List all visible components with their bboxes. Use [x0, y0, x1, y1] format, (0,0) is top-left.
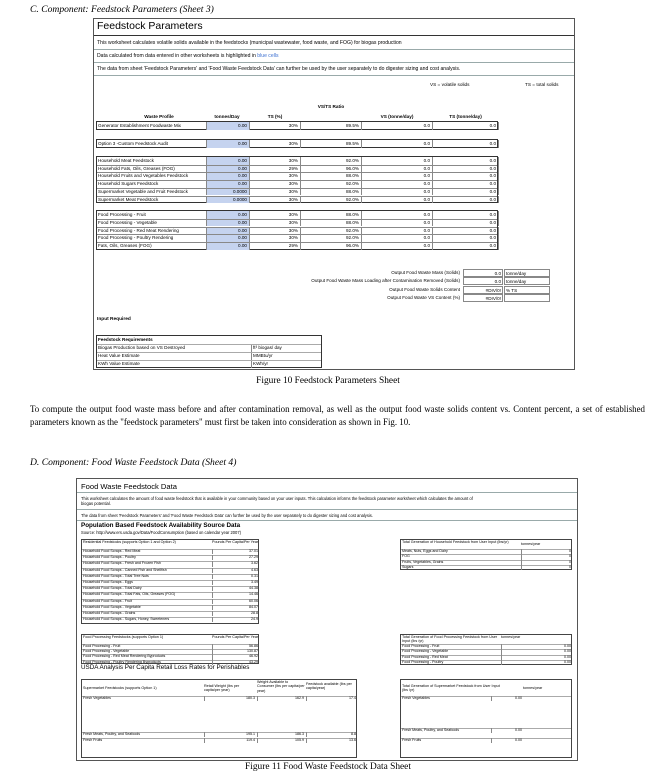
row-value: 60.06	[212, 599, 259, 604]
vs-ts-ratio-cell: 92.0%	[302, 180, 362, 188]
figure-11-caption: Figure 11 Food Waste Feedstock Data Sheet	[245, 762, 411, 772]
output-value: #DIV/0!	[463, 286, 503, 294]
row-label: Fresh Meats, Poultry, and Seafoods	[83, 732, 141, 736]
ts-pct-cell: 30%	[251, 140, 301, 148]
ts-tonne-day-cell: 0.0	[434, 140, 499, 148]
section-c-heading: C. Component: Feedstock Parameters (Sheet 3)	[30, 4, 214, 15]
ts-pct-cell: 30%	[251, 180, 301, 188]
row-label: Fresh Vegetables	[402, 696, 430, 700]
row-divider	[97, 234, 497, 235]
table-row	[97, 188, 497, 196]
row-value: 44.38	[212, 586, 259, 591]
requirement-label: Biogas Production based on VS Destroyed	[98, 345, 186, 350]
waste-profile-cell: Food Processing - Vegetable	[98, 219, 157, 225]
foodwaste-mix-group	[96, 121, 498, 130]
row-label: Food Processing - Poultry Rendering Byproducts	[83, 659, 161, 664]
waste-profile-cell: Food Processing - Fruit	[98, 212, 146, 217]
table-row	[82, 568, 258, 573]
ts-pct-cell: 30%	[251, 211, 301, 219]
row-divider	[97, 196, 497, 197]
row-label: Meats, Nuts, Eggs and Dairy	[402, 549, 448, 553]
blue-cells-text: blue cells	[257, 53, 279, 59]
table-header-label: Total Generation of Household Feedstock from User Input (lbs/yr)	[402, 540, 509, 544]
table-row	[97, 242, 497, 250]
sheet3-desc-3: The data from sheet 'Feedstock Parameters' and 'Food Waste Feedstock Data' can further be used by the user separately to do digester sizing and cost analysis.	[97, 66, 461, 72]
household-supermarket-group	[96, 156, 498, 203]
waste-profile-cell: Household Sugars Feedstock	[98, 181, 159, 187]
vs-ts-ratio-cell: 96.0%	[302, 242, 362, 250]
table-row	[401, 728, 571, 733]
tonnes-day-cell: 0.0000	[206, 196, 250, 204]
ts-pct-cell: 30%	[251, 196, 301, 204]
requirement-label: Heat Value Estimate	[98, 353, 140, 358]
vs-abbreviation: VS = volatile solids	[430, 82, 470, 87]
ts-pct-cell: 29%	[251, 165, 301, 173]
row-label: Fresh Fruits	[83, 738, 103, 742]
supermarket-feedstocks-table	[81, 679, 357, 758]
retail-weight-value: 119.4	[204, 738, 256, 743]
row-value: 0.00	[491, 728, 523, 733]
row-divider	[97, 227, 497, 228]
vs-tonne-day-cell: 0.0	[363, 188, 433, 196]
desc-divider	[94, 75, 574, 76]
waste-profile-cell: Food Processing - Poultry Rendering	[98, 235, 174, 241]
row-value: 0	[521, 565, 572, 570]
table-row	[401, 660, 571, 665]
ts-pct-cell: 30%	[251, 122, 301, 130]
input-required-label: Input Required	[97, 317, 131, 322]
desc-divider	[77, 520, 577, 521]
waste-profile-cell: Option 3 -Custom Feedstock Audit	[98, 141, 168, 146]
vs-ts-ratio-cell: 92.0%	[302, 227, 362, 235]
requirement-row	[97, 352, 321, 360]
row-value: 0.00	[501, 644, 572, 649]
desc-divider	[77, 509, 577, 510]
ts-tonne-day-cell: 0.0	[434, 219, 499, 227]
row-value: 0	[521, 560, 572, 565]
table-header-label: Residential Feedstocks (supports Option 1 and Option 2)	[83, 540, 176, 544]
tonnes-day-cell: 0.00	[206, 165, 250, 173]
row-value: 14.46	[212, 592, 259, 597]
tonnes-day-cell: 0.00	[206, 172, 250, 180]
row-divider	[97, 352, 321, 353]
waste-profile-cell: Fats, Oils, Greases (FOG)	[98, 243, 152, 249]
sheet3-title: Feedstock Parameters	[97, 20, 203, 32]
title-divider	[77, 492, 577, 493]
desc-divider	[94, 62, 574, 63]
waste-profile-cell: Supermarket Vegetable and Fruit Feedstock	[98, 188, 188, 194]
table-row	[401, 649, 571, 654]
row-label: Food Processing - Vegetable	[83, 649, 130, 654]
output-label: Output Food Waste Mass (Solids)	[391, 270, 460, 275]
tonnes-day-cell: 0.00	[206, 227, 250, 235]
vs-tonne-day-cell: 0.0	[363, 242, 433, 250]
vs-ts-ratio-cell: 89.5%	[302, 122, 362, 130]
output-summary	[266, 269, 551, 309]
sheet3-desc-1: This worksheet calculates volatile solids available in the feedstocks (municipal wastewater, food waste, and FOG) for biogas production	[97, 40, 402, 46]
row-value: 0	[521, 554, 572, 559]
tonnes-day-cell: 0.00	[206, 234, 250, 242]
row-label: Household Food Scraps - Sugars, Honey, Sweeteners	[83, 617, 170, 622]
table-row	[97, 211, 497, 219]
requirement-unit: MMBtu/yr	[251, 352, 323, 360]
desc-divider	[94, 49, 574, 50]
food-waste-feedstock-sheet	[76, 478, 578, 761]
row-label: Household Food Scraps - Fresh and Frozen Fish	[83, 561, 161, 566]
row-divider	[97, 165, 497, 166]
table-row	[97, 227, 497, 235]
table-row	[82, 555, 258, 560]
output-value: #DIV/0!	[463, 294, 503, 302]
header-waste-profile: Waste Profile	[144, 114, 174, 119]
header-vs-ts-ratio: VS/TS Ratio	[317, 104, 345, 109]
table-row	[82, 574, 258, 579]
vs-tonne-day-cell: 0.0	[363, 196, 433, 204]
consumer-weight-value: 162.9	[257, 696, 305, 701]
household-total-table	[400, 539, 572, 570]
sheet3-desc-2	[97, 53, 279, 59]
table-row	[97, 140, 497, 148]
figure-10-caption: Figure 10 Feedstock Parameters Sheet	[256, 376, 400, 386]
requirement-unit: KWh/yr	[251, 360, 323, 368]
ts-pct-cell: 30%	[251, 227, 301, 235]
waste-profile-cell: Household Meat Feedstock	[98, 158, 154, 163]
row-label: Household Food Scraps - Red Meat	[83, 549, 141, 553]
table-row	[97, 196, 497, 204]
table-header-label: Food Processing Feedstocks (supports Option 1)	[83, 635, 164, 639]
row-label: Household Food Scraps - Eggs	[83, 580, 133, 584]
ts-tonne-day-cell: 0.0	[434, 180, 499, 188]
table-row	[82, 738, 356, 743]
feedstock-available-value: 13.6	[306, 738, 357, 743]
row-label: Food Processing - Fruit	[402, 644, 440, 648]
row-value: 0	[521, 549, 572, 554]
row-divider	[97, 344, 321, 345]
vs-tonne-day-cell: 0.0	[363, 165, 433, 173]
tonnes-day-cell: 0.00	[206, 157, 250, 165]
table-row	[97, 122, 497, 130]
row-value: 0.00	[491, 696, 523, 701]
output-unit	[504, 294, 550, 302]
row-value: 3.49	[212, 580, 259, 585]
vs-tonne-day-cell: 0.0	[363, 211, 433, 219]
output-unit: tonne/day	[504, 277, 550, 285]
row-value: 0.31	[212, 574, 259, 579]
food-processing-group	[96, 210, 498, 250]
table-row	[97, 180, 497, 188]
table-row	[82, 617, 258, 622]
consumer-weight-value: 105.9	[257, 738, 305, 743]
row-label: Household Food Scraps - Poultry	[83, 555, 136, 560]
row-value: 3.62	[212, 561, 259, 566]
vs-ts-ratio-cell: 88.0%	[302, 211, 362, 219]
output-label: Output Food Waste Solids Content	[389, 286, 460, 292]
supermarket-total-table	[400, 679, 572, 758]
consumer-weight-value: 186.3	[257, 732, 305, 737]
usda-heading: USDA Analysis Per Capita Retail Loss Rates for Perishables	[81, 664, 250, 671]
output-label: Output Food Waste Mass Loading after Contamination Removed (Solids)	[311, 278, 460, 284]
table-row	[82, 696, 356, 701]
ts-tonne-day-cell: 0.0	[434, 157, 499, 165]
row-label: Household Food Scraps - Grains	[83, 611, 136, 615]
row-value: 37.01	[212, 549, 259, 554]
tonnes-day-cell: 0.00	[206, 140, 250, 148]
row-value: 0.00	[501, 655, 572, 660]
tonnes-day-cell: 0.00	[206, 242, 250, 250]
residential-feedstocks-table	[81, 539, 259, 624]
row-label: Household Food Scraps - Vegetable	[83, 604, 141, 609]
row-label: Household Food Scraps - Total Fats, Oils, Greases (FOG)	[83, 592, 176, 597]
retail-weight-value: 195.1	[204, 732, 256, 737]
table-row	[82, 580, 258, 585]
sheet4-desc-1b: biogas potential.	[81, 501, 111, 506]
table-header: Feedstock available (lbs per capita/year)	[306, 682, 352, 691]
ts-tonne-day-cell: 0.0	[434, 227, 499, 235]
ts-tonne-day-cell: 0.0	[434, 172, 499, 180]
table-row	[82, 611, 258, 616]
table-header-value: tonnes/year	[521, 542, 541, 546]
title-divider	[94, 35, 574, 36]
output-row	[266, 294, 551, 302]
table-row	[401, 565, 571, 570]
sheet4-title: Food Waste Feedstock Data	[81, 482, 177, 491]
table-row	[97, 234, 497, 242]
row-value: 27.29	[212, 555, 259, 560]
ts-tonne-day-cell: 0.0	[434, 165, 499, 173]
row-value: 0.00	[501, 660, 572, 665]
row-value: 0.00	[491, 738, 523, 743]
requirement-unit: ft³ biogas/ day	[251, 344, 323, 352]
waste-profile-cell: Food Processing - Red Meat Rendering	[98, 227, 179, 233]
ts-abbreviation: TS = total solids	[525, 82, 559, 87]
vs-ts-ratio-cell: 89.5%	[302, 140, 362, 148]
vs-ts-ratio-cell: 88.0%	[302, 172, 362, 180]
table-row	[97, 157, 497, 165]
row-divider	[97, 219, 497, 220]
row-value: 56.86	[212, 644, 259, 649]
vs-tonne-day-cell: 0.0	[363, 140, 433, 148]
row-value: 84.07	[212, 605, 259, 610]
row-label: Food Processing - Fruit	[83, 644, 121, 648]
vs-ts-ratio-cell: 88.0%	[302, 219, 362, 227]
header-ts-tonne-day: TS (tonne/day)	[449, 114, 482, 119]
requirement-label: KWh Value Estimate	[98, 361, 140, 366]
ts-pct-cell: 30%	[251, 157, 301, 165]
vs-ts-ratio-cell: 92.0%	[302, 157, 362, 165]
output-value: 0.0	[463, 277, 503, 285]
row-label: Fresh Meats, Poultry, and Seafoods	[402, 728, 460, 732]
table-header-label: Total Generation of Supermarket Feedstock from User Input (lbs /yr)	[402, 684, 500, 693]
row-label: Food Processing - Red Meat Rendering Byproducts	[83, 654, 166, 659]
table-header-value: tonnes/year	[501, 635, 521, 639]
table-row	[82, 605, 258, 610]
vs-tonne-day-cell: 0.0	[363, 180, 433, 188]
feedstock-available-value: 8.8	[306, 732, 357, 737]
table-header: Supermarket Feedstocks (supports Option 1)	[83, 686, 157, 690]
requirement-row	[97, 336, 321, 344]
table-row	[82, 561, 258, 566]
row-value: 0.00	[501, 649, 572, 654]
vs-tonne-day-cell: 0.0	[363, 219, 433, 227]
ts-tonne-day-cell: 0.0	[434, 242, 499, 250]
row-value: 130.87	[212, 649, 259, 654]
output-row	[266, 269, 551, 277]
tonnes-day-cell: 0.00	[206, 219, 250, 227]
table-header-value: Pounds Per Capita/Per Year	[212, 635, 259, 639]
tonnes-day-cell: 0.00	[206, 180, 250, 188]
waste-profile-cell: Generator Establishment Foodwaste Mix	[98, 123, 181, 128]
row-label: FOG	[402, 554, 410, 559]
table-row	[401, 554, 571, 559]
table-row	[82, 586, 258, 591]
tonnes-day-cell: 0.0000	[206, 188, 250, 196]
row-value: 43.29	[212, 660, 259, 665]
retail-weight-value: 180.3	[204, 696, 256, 701]
food-processing-table	[81, 634, 259, 664]
row-label: Fresh Fruits	[402, 738, 422, 742]
ts-pct-cell: 29%	[251, 242, 301, 250]
vs-ts-ratio-cell: 92.0%	[302, 196, 362, 204]
output-value: 0.0	[463, 269, 503, 277]
requirement-row	[97, 360, 321, 368]
vs-tonne-day-cell: 0.0	[363, 172, 433, 180]
vs-tonne-day-cell: 0.0	[363, 234, 433, 242]
ts-tonne-day-cell: 0.0	[434, 234, 499, 242]
vs-ts-ratio-cell: 96.0%	[302, 165, 362, 173]
header-tonnes-day: tonnes/Day	[214, 114, 240, 119]
ts-tonne-day-cell: 0.0	[434, 122, 499, 130]
table-row	[97, 219, 497, 227]
row-label: Fruits, Vegetables, Grains	[402, 559, 444, 564]
waste-profile-cell: Household Fruits and Vegetables Feedstock	[98, 173, 189, 179]
vs-ts-ratio-cell: 88.0%	[302, 188, 362, 196]
requirement-row	[97, 344, 321, 352]
row-divider	[97, 360, 321, 361]
row-value: 24.9	[212, 617, 259, 622]
table-header-value: tonnes/year	[523, 686, 543, 690]
feedstock-requirements-table	[96, 335, 322, 368]
ts-pct-cell: 30%	[251, 234, 301, 242]
desc2-text: Data calculated from data entered in other worksheets is highlighted in	[97, 53, 258, 59]
requirement-label: Feedstock Requirements	[98, 337, 153, 342]
output-unit: tonne/day	[504, 269, 550, 277]
header-vs-tonne-day: VS (tonne/day)	[380, 114, 414, 119]
ts-tonne-day-cell: 0.0	[434, 188, 499, 196]
vs-ts-ratio-cell: 92.0%	[302, 234, 362, 242]
table-row	[82, 592, 258, 597]
row-divider	[97, 188, 497, 189]
ts-tonne-day-cell: 0.0	[434, 196, 499, 204]
row-divider	[97, 172, 497, 173]
feedstock-parameters-sheet	[93, 18, 575, 370]
output-label: Output Food Waste VS Content (%)	[387, 294, 460, 300]
row-label: Household Food Scraps - Canned Fish and Shellfish	[83, 567, 167, 572]
table-row	[82, 732, 356, 737]
row-label: Household Food Scraps - Total Tree Nuts	[83, 573, 149, 578]
table-header: Retail Weight (lbs per capita/per year)	[204, 684, 240, 693]
custom-audit-group	[96, 139, 498, 148]
ts-tonne-day-cell: 0.0	[434, 211, 499, 219]
sheet4-desc-1a: This worksheet calculates the amount of food waste feedstock that is available in your community based on your user inputs. This calculation informs the feedstock parameter worksheet which calculates the amount of	[81, 496, 473, 501]
row-value: 28.8	[212, 611, 259, 616]
row-label: Household Food Scraps - Fruit	[83, 598, 132, 603]
vs-tonne-day-cell: 0.0	[363, 122, 433, 130]
row-divider	[97, 242, 497, 243]
processing-total-table	[400, 634, 572, 665]
row-label: Household Food Scraps - Total Dairy	[83, 586, 142, 591]
row-label: Food Processing - Vegetable	[402, 649, 449, 654]
table-row	[97, 165, 497, 173]
waste-profile-cell: Household Fats, Oils, Greases (FOG)	[98, 165, 175, 171]
sheet4-desc-2: The data from sheet 'Feedstock Parameters' and 'Food Waste Feedstock Data' can further be used by the user separately to do digester sizing and cost analysis.	[81, 513, 373, 518]
body-paragraph: To compute the output food waste mass before and after contamination removal, as well as the output food waste solids content vs. Content percent, a set of established parameters known as the "feedstock parameters" must first be taken into consideration as shown in Fig. 10.	[30, 404, 645, 428]
vs-tonne-day-cell: 0.0	[363, 157, 433, 165]
row-label: Fresh Vegetables	[83, 696, 111, 700]
table-row	[82, 549, 258, 554]
row-divider	[97, 180, 497, 181]
tonnes-day-cell: 0.00	[206, 211, 250, 219]
section-d-heading: D. Component: Food Waste Feedstock Data (Sheet 4)	[30, 457, 237, 468]
vs-tonne-day-cell: 0.0	[363, 227, 433, 235]
row-label: Sugars	[402, 565, 414, 570]
row-label: Food Processing - Poultry	[402, 660, 444, 665]
row-value: 4.63	[212, 568, 259, 573]
table-header-label: Total Generation of Food Processing Feedstock from User Input (lbs /yr)	[402, 635, 498, 644]
waste-profile-cell: Supermarket Meat Feedstock	[98, 196, 159, 202]
output-row	[266, 286, 551, 294]
source-note: Source: http://www.ers.usda.gov/Data/FoodConsumption (based on calendar year 2007)	[81, 530, 241, 535]
table-row	[401, 696, 571, 701]
population-heading: Population Based Feedstock Availability Source Data	[81, 522, 241, 529]
ts-pct-cell: 30%	[251, 172, 301, 180]
header-ts-pct: TS (%)	[267, 114, 283, 119]
row-label: Food Processing - Red Meat	[402, 654, 448, 659]
table-row	[97, 172, 497, 180]
table-row	[82, 599, 258, 604]
tonnes-day-cell: 0.00	[206, 122, 250, 130]
output-unit: % TS	[504, 286, 550, 294]
feedstock-available-value: 17.4	[306, 696, 357, 701]
table-row	[401, 738, 571, 743]
table-header-value: Pounds Per Capita/Per Year	[212, 540, 259, 544]
ts-pct-cell: 30%	[251, 188, 301, 196]
row-value: 46.92	[212, 654, 259, 659]
ts-pct-cell: 30%	[251, 219, 301, 227]
output-row	[266, 277, 551, 285]
table-header: Weight Available to Consumer (lbs per capita/per year)	[257, 680, 305, 693]
